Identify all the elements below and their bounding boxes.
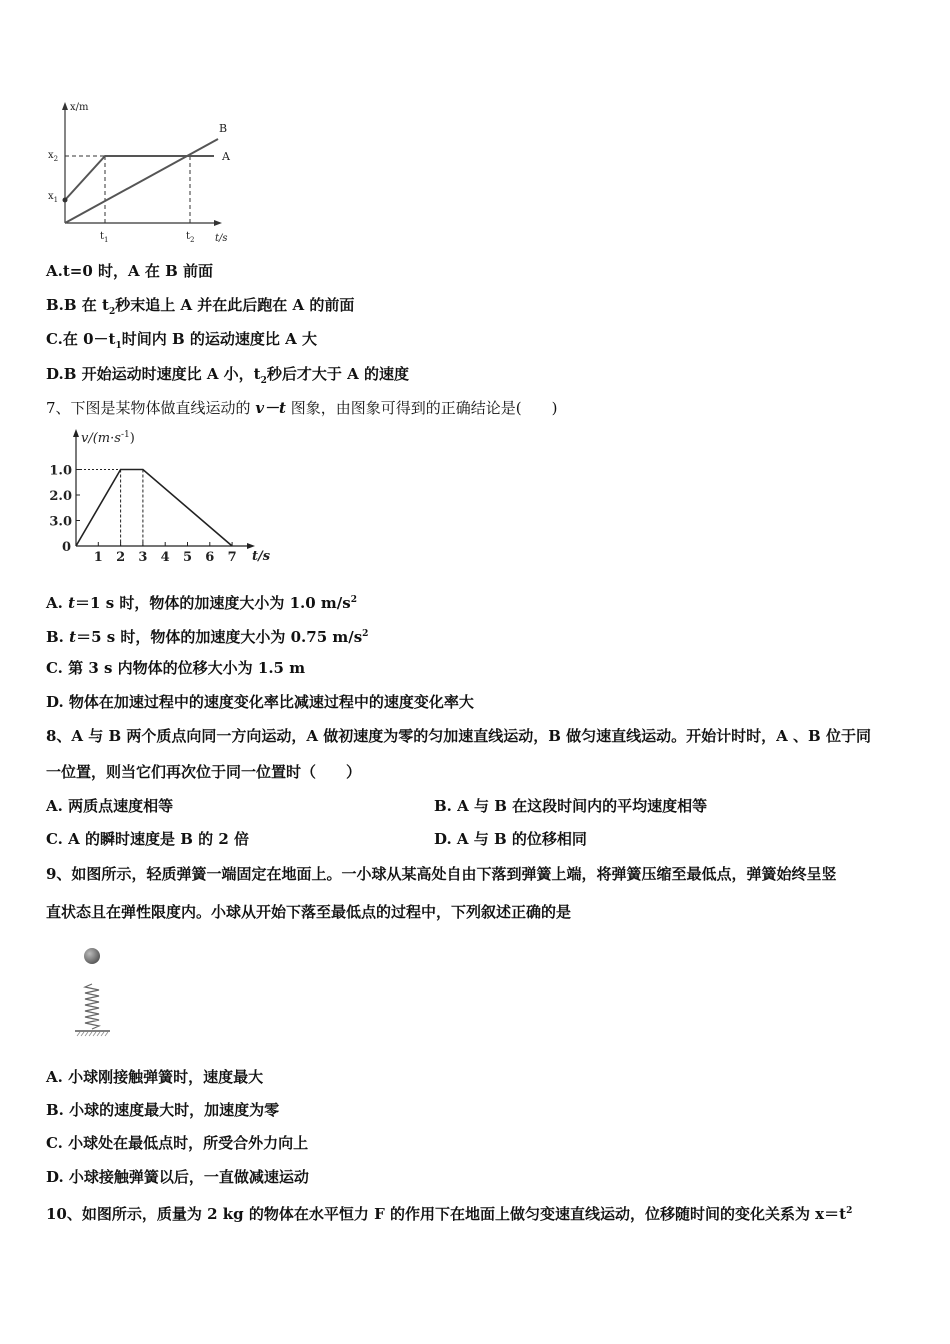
q6-option-b: B.B 在 $t_2$秒末追上 A 并在此后跑在 A 的前面 [46,296,355,317]
x-tick-label: 7 [227,550,237,565]
ball [84,948,100,964]
q6-option-d: D.B 开始运动时速度比 A 小，$t_2$秒后才大于 A 的速度 [46,365,409,386]
line-a [65,156,214,200]
q8-stem-line2: 一位置，则当它们再次位于同一位置时（ ） [46,763,362,781]
q9-option-d: D. 小球接触弹簧以后，一直做减速运动 [46,1168,309,1186]
q6-option-c: C.在 $0-t_1$时间内 B 的运动速度比 A 大 [46,330,317,351]
x2-label: $x_2$ [48,150,59,163]
q7-option-a: A. t＝1 s 时，物体的加速度大小为 1.0 $m/s^2$ [46,594,357,612]
y-tick-label: 2.0 [49,489,72,504]
x-t-x-axis-arrow [214,220,222,226]
q7-stem: 7、下图是某物体做直线运动的 v－t 图象，由图象可得到的正确结论是( ) [46,399,558,417]
x-tick-label: 4 [160,550,170,565]
line-b-label: B [219,122,228,135]
x-tick-label: 5 [182,550,193,565]
v-t-y-axis-label: $v/(m\cdot s^{-1})$ [81,430,135,446]
x-t-y-axis-label: x/m [70,102,89,113]
q8-option-b: B. A 与 B 在这段时间内的平均速度相等 [434,797,708,815]
q9-option-a: A. 小球刚接触弹簧时，速度最大 [46,1068,264,1086]
y-tick-label: 1.0 [49,463,72,479]
velocity-series-line [76,470,232,547]
y-tick-label: 3.0 [49,514,72,530]
q8-option-d: D. A 与 B 的位移相同 [434,830,587,848]
q7-option-c: C. 第 3 s 内物体的位移大小为 1.5 m [46,659,306,677]
x-t-x-axis-label: t/s [215,233,228,244]
t2-label: $t_2$ [186,231,195,244]
q9-stem-line1: 9、如图所示，轻质弹簧一端固定在地面上。一小球从某高处自由下落到弹簧上端，将弹簧压缩至最低点，弹簧始终呈竖 [46,865,837,883]
x-tick-label: 3 [138,550,148,565]
ground-hatching [77,1032,108,1036]
t1-label: $t_1$ [100,231,109,244]
q8-option-c: C. A 的瞬时速度是 B 的 2 倍 [46,830,249,848]
line-a-start-point [63,198,68,203]
v-t-origin-label: 0 [62,540,72,555]
x-tick-label: 6 [205,550,215,565]
q7-option-d: D. 物体在加速过程中的速度变化率比减速过程中的速度变化率大 [46,693,474,711]
x-t-y-axis-arrow [62,102,68,110]
q10-stem: 10、如图所示，质量为 2 kg 的物体在水平恒力 F 的作用下在地面上做匀变速直线运动，位移随时间的变化关系为 $x=t^2$ [46,1205,853,1223]
line-b [65,139,218,223]
line-a-label: A [222,150,230,163]
q8-stem-line1: 8、A 与 B 两个质点向同一方向运动，A 做初速度为零的匀加速直线运动，B 做匀速直线运动。开始计时时，A 、B 位于同 [46,727,871,745]
x-t-graph-figure [38,96,248,251]
q7-option-b: B. t＝5 s 时，物体的加速度大小为 0.75 $m/s^2$ [46,628,369,646]
spring [85,984,99,1029]
q8-option-a: A. 两质点速度相等 [46,797,174,815]
x-tick-label: 2 [116,550,126,565]
ball-spring-figure [70,944,120,1039]
q9-stem-line2: 直状态且在弹性限度内。小球从开始下落至最低点的过程中，下列叙述正确的是 [46,903,572,921]
q9-option-c: C. 小球处在最低点时，所受合外力向上 [46,1134,309,1152]
q6-option-a: A.t=0 时，A 在 B 前面 [46,262,214,280]
x-tick-label: 1 [93,550,103,565]
q9-option-b: B. 小球的速度最大时，加速度为零 [46,1101,280,1119]
v-t-chart [40,424,280,572]
x1-label: $x_1$ [48,191,59,204]
v-t-y-axis-arrow [73,429,79,437]
v-t-x-axis-label: t/s [252,549,271,564]
